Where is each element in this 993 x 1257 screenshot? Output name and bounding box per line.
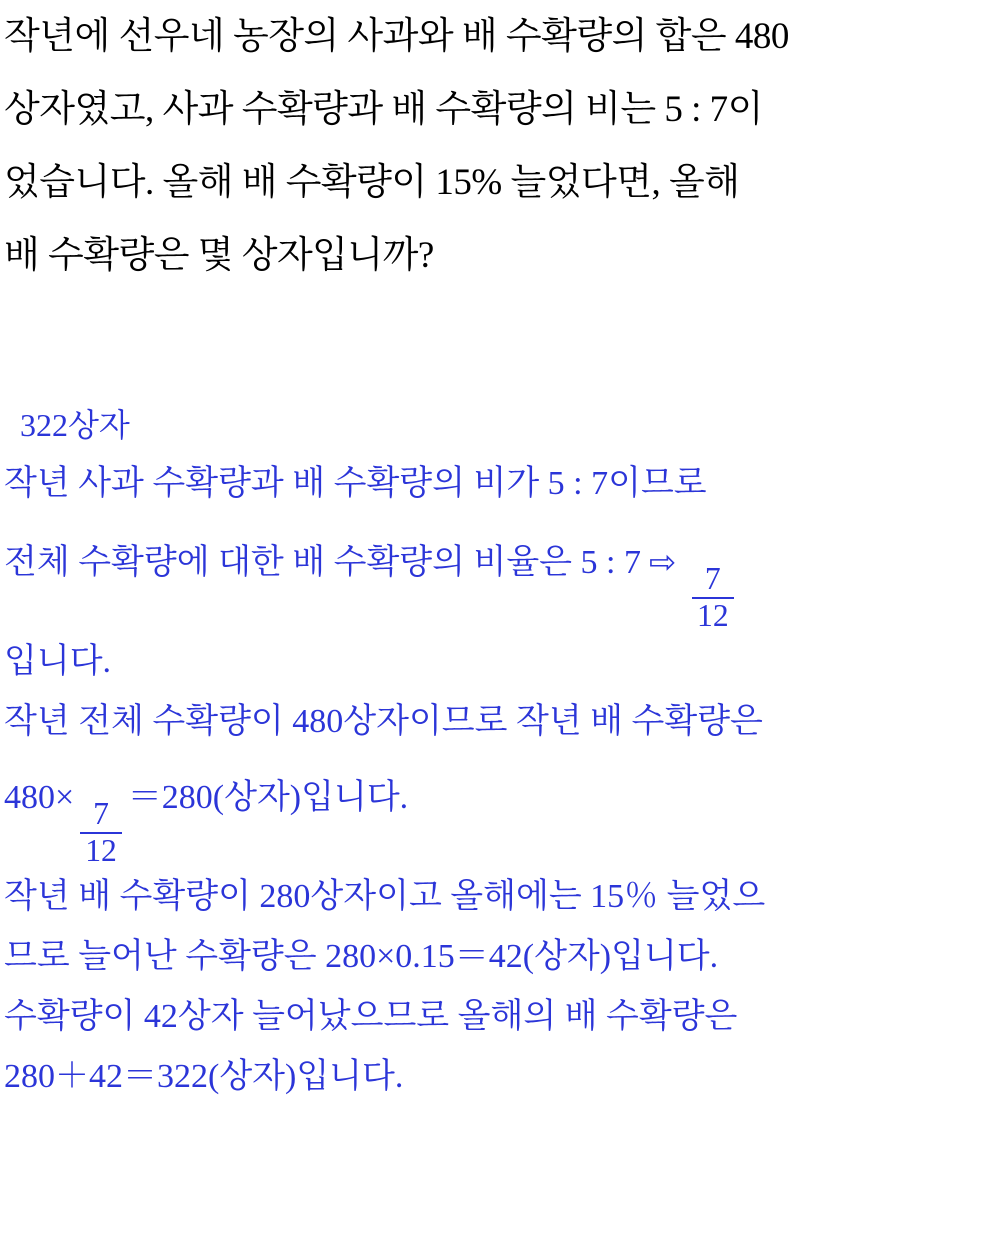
answer-block	[0, 396, 993, 1107]
answer-step-3: 작년 전체 수확량이 480상자이므로 작년 배 수확량은	[4, 702, 763, 740]
answer-step-2-prefix: 전체 수확량에 대한 배 수확량의 비율은 5 : 7	[4, 544, 641, 581]
fraction-numerator: 7	[704, 561, 721, 597]
answer-step-8: 280＋42＝322(상자)입니다.	[4, 1057, 404, 1095]
answer-step-4-suffix: ＝280(상자)입니다.	[127, 778, 409, 816]
question-line-3: 었습니다. 올해 배 수확량이 15% 늘었다면, 올해	[4, 162, 740, 203]
fraction-numerator: 7	[93, 796, 109, 832]
fraction-denominator: 12	[697, 597, 729, 633]
question-line-1: 작년에 선우네 농장의 사과와 배 수확량의 합은 480	[4, 16, 789, 57]
answer-step-7: 수확량이 42상자 늘어났으므로 올해의 배 수확량은	[4, 997, 738, 1035]
implies-arrow-icon: ⇨	[648, 544, 677, 580]
question-answer-spacer	[0, 292, 993, 396]
answer-step-5: 작년 배 수확량이 280상자이고 올해에는 15％ 늘었으	[4, 877, 766, 915]
fraction-seven-twelfths-1	[692, 563, 734, 632]
answer-step-1: 작년 사과 수확량과 배 수확량의 비가 5 : 7이므로	[4, 465, 707, 502]
answer-result: 322상자	[20, 407, 130, 443]
answer-step-4	[4, 752, 987, 867]
question-line-2: 상자였고, 사과 수확량과 배 수확량의 비는 5 : 7이	[4, 89, 763, 130]
question-block	[0, 0, 993, 292]
answer-step-2-suffix: 입니다.	[4, 642, 112, 680]
fraction-seven-twelfths-2	[80, 798, 122, 867]
question-line-4: 배 수확량은 몇 상자입니까?	[4, 235, 434, 276]
answer-step-2	[4, 514, 987, 632]
answer-step-4-prefix: 480×	[4, 778, 75, 816]
answer-step-6: 므로 늘어난 수확량은 280×0.15＝42(상자)입니다.	[4, 937, 719, 975]
fraction-denominator: 12	[85, 832, 117, 868]
